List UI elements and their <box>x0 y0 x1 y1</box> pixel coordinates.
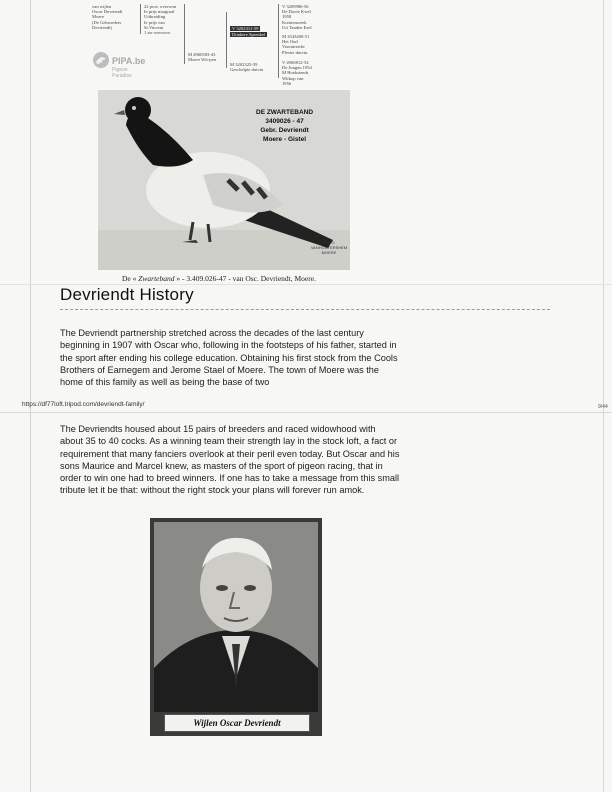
logo-tagline: Pigeon Paradise <box>112 67 132 79</box>
pedigree-dam: M 4960583-43 Moere Wit-pen <box>188 52 216 63</box>
pedigree-col-results: 22 prov. overwon Ie prijs margraaf Uitbreiding Ie prijs van St.Vincent 1 ste overwon <box>144 4 177 36</box>
photo-credit-line: FOTO VANHONTERSHEM <box>310 240 348 250</box>
pedigree-col-owner: van wijlen Oscar Devriendt Moere (De Gebroeders Devriendt) <box>92 4 123 30</box>
page-title: Devriendt History <box>60 285 194 304</box>
page-edge <box>30 0 31 792</box>
pedigree-gg-top: V 3269986-56 De Dooie Kwel 1958 Kreutenweek Uit Tanden Ezel <box>282 4 312 30</box>
page-break <box>0 412 612 413</box>
pedigree-sire-box: V 3202311-59 <box>232 26 259 31</box>
pigeon-logo-icon <box>92 50 110 70</box>
portrait-caption: Wijlen Oscar Devriendt <box>164 714 310 732</box>
pedigree-gg-bottom: V 4960812-54 De Jongen 1954 M Hoeksteeds Witkop van 1956 <box>282 60 312 86</box>
photo-credit <box>308 240 350 255</box>
pedigree-sire-box-sub: Donkere Sprenkel <box>232 32 266 37</box>
pedigree-divider <box>140 4 141 34</box>
pigeon-location: Moere - Gistel <box>263 136 307 143</box>
pigeon-name: DE ZWARTEBAND <box>256 109 314 116</box>
history-paragraph: The Devriendts housed about 15 pairs of breeders and raced widowhood with about 35 to 40 cocks. As a winning team their strength lay in the stock loft, a fact or requirement that many fanciers overlook at their peril even today. But Oscar and his sons Maurice and Marcel knew, as masters of the sport of pigeon racing, that in order to win one had to breed winners. If one has to take a message from this small tribute let it be that: without the right stock your plans will forever run amok. <box>60 424 400 496</box>
caption-prefix: De « <box>122 274 137 283</box>
pedigree-divider <box>278 4 279 78</box>
history-paragraph: The Devriendt partnership stretched across the decades of the last century beginning in 1907 with Oscar who, following in the footsteps of his father, started in the sport after ending his college education. Obtaining his first stock from the Cools Brothers of Earnegem and Jerome Stael of Moere. The town of Moere was the home of this family as well as being the base of two <box>60 328 398 388</box>
pigeon-photo <box>98 90 350 270</box>
photo-credit-line: MOERE <box>321 250 337 255</box>
pedigree-divider <box>226 12 227 68</box>
print-url: https://df77loft.tripod.com/devriendt-family/ <box>22 401 145 408</box>
dashed-divider <box>60 309 550 310</box>
pipa-logo <box>92 50 148 80</box>
print-page-number: 9/44 <box>598 404 608 410</box>
pedigree-gg-mid: M 3543400-51 Het Oud Vooruitzicht Plesier duivin <box>282 34 310 55</box>
caption-rest: » - 3.409.026-47 - van Osc. Devriendt, Moere. <box>176 274 316 283</box>
portrait-photo <box>150 518 322 736</box>
pigeon-owner: Gebr. Devriendt <box>260 127 309 134</box>
caption-pigeon-name: Zwarteband <box>138 274 175 283</box>
photo-caption <box>122 274 316 283</box>
pigeon-label <box>256 108 313 144</box>
page-edge <box>603 0 604 792</box>
logo-name: PIPA.be <box>112 56 146 66</box>
portrait-illustration <box>150 518 322 736</box>
pedigree-granddam: M 3202325-59 Geschelpte duivin <box>230 62 264 73</box>
pedigree-divider <box>184 4 185 64</box>
pigeon-ring: 3409026 - 47 <box>265 118 304 125</box>
